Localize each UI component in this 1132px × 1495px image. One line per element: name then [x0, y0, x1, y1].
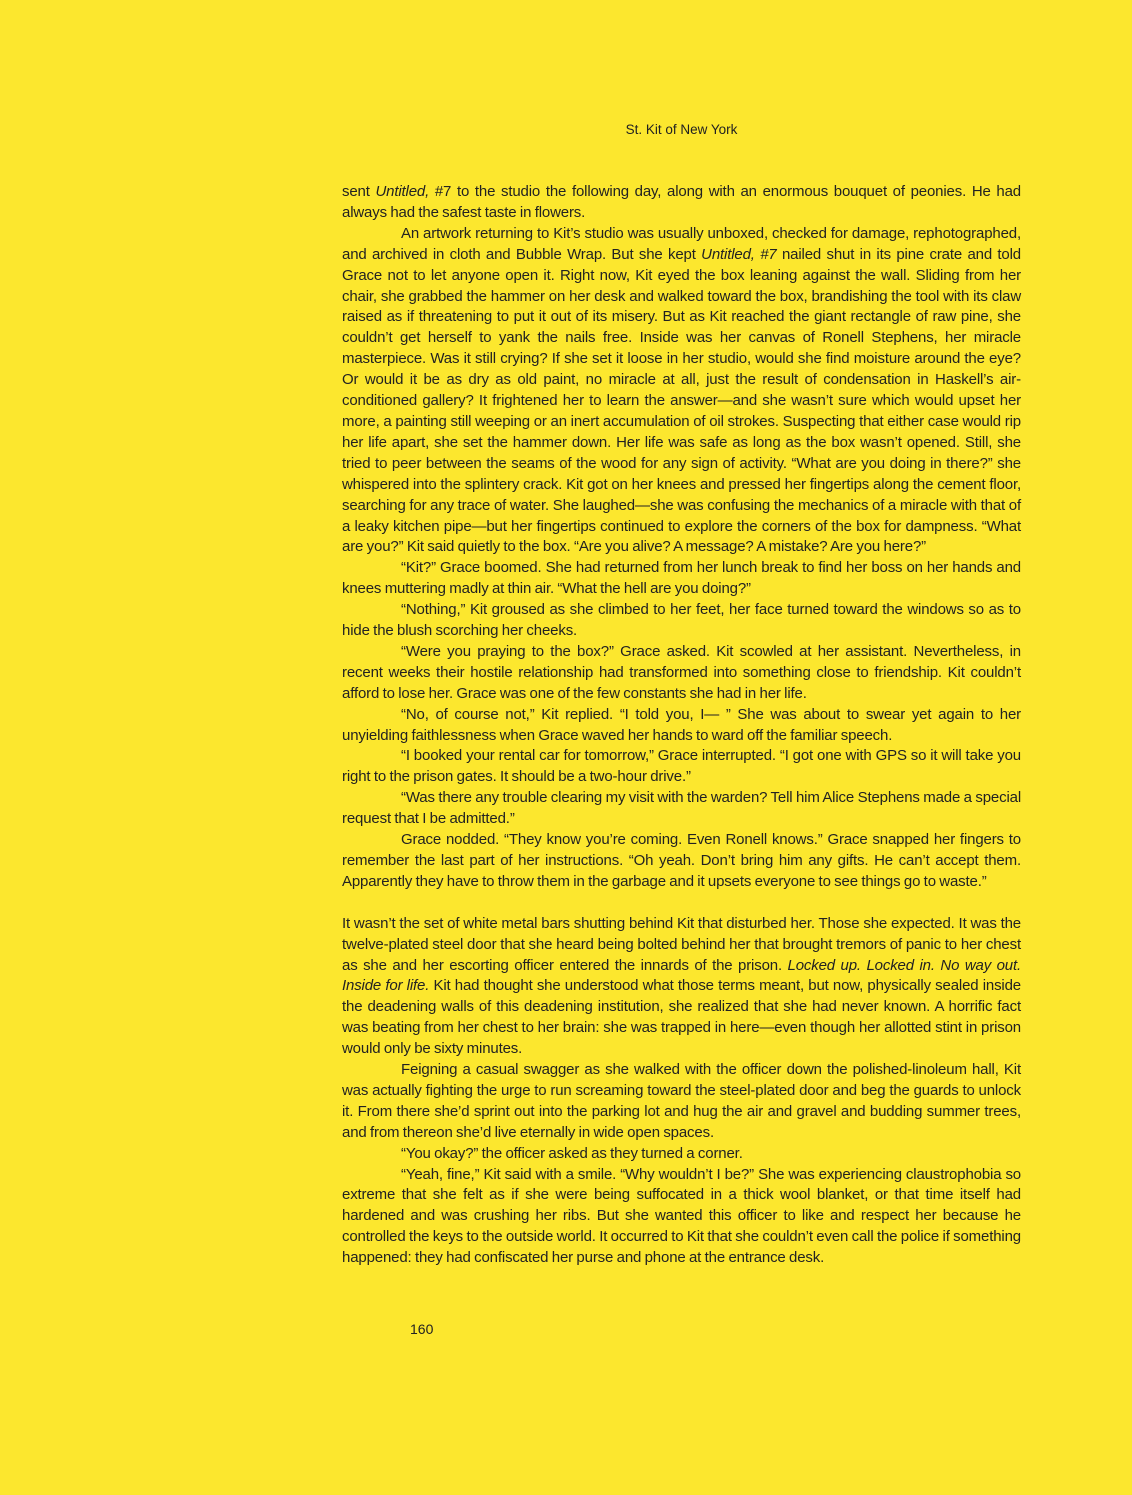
text-run: “Was there any trouble clearing my visit with the warden? Tell him Alice Stephens made a special request that I be admitted.”: [342, 789, 1021, 828]
text-run: “No, of course not,” Kit replied. “I told you, I— ” She was about to swear yet again to her unyielding faithlessness when Grace waved her hands to ward off the familiar speech.: [342, 705, 1021, 744]
text-run: Grace nodded. “They know you’re coming. Even Ronell knows.” Grace snapped her fingers to remember the last part of her instructions. “Oh yeah. Don’t bring him any gifts. He can’t accept them. Apparently they have to throw them in the garbage and it upsets everyone to see things go to waste.”: [342, 831, 1021, 890]
text-run: Feigning a casual swagger as she walked with the officer down the polished-linoleum hall, Kit was actually fighting the urge to run screaming toward the steel-plated door and beg the guards to unlock it. From there she’d sprint out into the parking lot and hug the air and gravel and budding summer trees, and from thereon she’d live eternally in wide open spaces.: [342, 1061, 1021, 1141]
body-text: [342, 182, 1021, 1269]
paragraph: [342, 1165, 1021, 1270]
text-run: “You okay?” the officer asked as they turned a corner.: [401, 1144, 743, 1162]
paragraph: [342, 642, 1021, 705]
text-run: Kit had thought she understood what those terms meant, but now, physically sealed inside the deadening walls of this deadening institution, she realized that she had never known. A horrific fact was beating from her chest to her brain: she was trapped in here—even though her allotted stint in prison would only be sixty minutes.: [342, 977, 1022, 1058]
text-run: An artwork returning to Kit’s studio was usually unboxed, checked for damage, rephotographed, and archived in cloth and Bubble Wrap. But she kept: [342, 224, 1021, 263]
text-run: “I booked your rental car for tomorrow,” Grace interrupted. “I got one with GPS so it will take you right to the prison gates. It should be a two-hour drive.”: [342, 747, 1021, 786]
text-run: #7 to the studio the following day, along with an enormous bouquet of peonies. He had always had the safest taste in flowers.: [342, 183, 1021, 221]
text-run: sent: [342, 183, 376, 200]
text-run: nailed shut in its pine crate and told Grace not to let anyone open it. Right now, Kit eyed the box leaning against the wall. Sliding from her chair, she grabbed the hammer on her desk and walked toward the box, brandishing the tool with its claw raised as if threatening to put it out of its misery. But as Kit reached the giant rectangle of raw pine, she couldn’t get herself to yank the nails free. Inside was her canvas of Ronell Stephens, her miracle masterpiece. Was it still crying? If she set it loose in her studio, would she find moisture around the eye? Or would it be as dry as old paint, no miracle at all, just the result of condensation in Haskell’s air-conditioned gallery? It frightened her to learn the answer—and she wasn’t sure which would upset her more, a painting still weeping or an inert accumulation of oil strokes. Suspecting that either case would rip her life apart, she set the hammer down. Her life was safe as long as the box wasn’t opened. Still, she tried to peer between the seams of the wood for any sign of activity. “What are you doing in there?” she whispered into the splintery crack. Kit got on her knees and pressed her fingertips along the cement floor, searching for any trace of water. She laughed—she was confusing the mechanics of a miracle with that of a leaky kitchen pipe—but her fingertips continued to explore the corners of the box for dampness. “What are you?” Kit said quietly to the box. “Are you alive? A message? A mistake? Are you here?”: [342, 245, 1021, 556]
italic-text: Untitled, #7: [701, 245, 777, 263]
paragraph: [342, 224, 1021, 559]
page-number: 160: [410, 1321, 434, 1337]
text-run: “Nothing,” Kit groused as she climbed to her feet, her face turned toward the windows so as to hide the blush scorching her cheeks.: [342, 601, 1021, 640]
text-run: It wasn’t the set of white metal bars shutting behind Kit that disturbed her. Those she expected. It was the twelve-plated steel door that she heard being bolted behind her that brought tremors of panic to her chest as she and her escorting officer entered the innards of the prison.: [342, 914, 1021, 974]
paragraph: [342, 558, 1021, 600]
text-run: “Were you praying to the box?” Grace asked. Kit scowled at her assistant. Nevertheless, in recent weeks their hostile relationship had transformed into something close to friendship. Kit couldn’t afford to lose her. Grace was one of the few constants she had in her life.: [342, 642, 1021, 702]
paragraph: [342, 705, 1021, 747]
paragraph: [342, 1060, 1021, 1144]
paragraph: [342, 746, 1021, 788]
running-head: St. Kit of New York: [625, 122, 738, 137]
text-run: “Kit?” Grace boomed. She had returned from her lunch break to find her boss on her hands and knees muttering madly at thin air. “What the hell are you doing?”: [342, 559, 1021, 598]
paragraph: [342, 182, 1021, 224]
italic-text: Locked up. Locked in. No way out. Inside for life.: [342, 956, 1022, 995]
paragraph: [342, 600, 1021, 642]
paragraph: [342, 914, 1021, 1060]
italic-text: Untitled,: [375, 183, 435, 200]
paragraph: [342, 1144, 1021, 1165]
paragraph: [342, 788, 1021, 830]
text-run: “Yeah, fine,” Kit said with a smile. “Why wouldn’t I be?” She was experiencing claustrophobia so extreme that she felt as if she were being suffocated in a thick wool blanket, or that time itself had hardened and was crushing her ribs. But she wanted this officer to like and respect her because he controlled the keys to the outside world. It occurred to Kit that she couldn’t even call the police if something happened: they had confiscated her purse and phone at the entrance desk.: [342, 1165, 1021, 1267]
paragraph: [342, 830, 1021, 893]
